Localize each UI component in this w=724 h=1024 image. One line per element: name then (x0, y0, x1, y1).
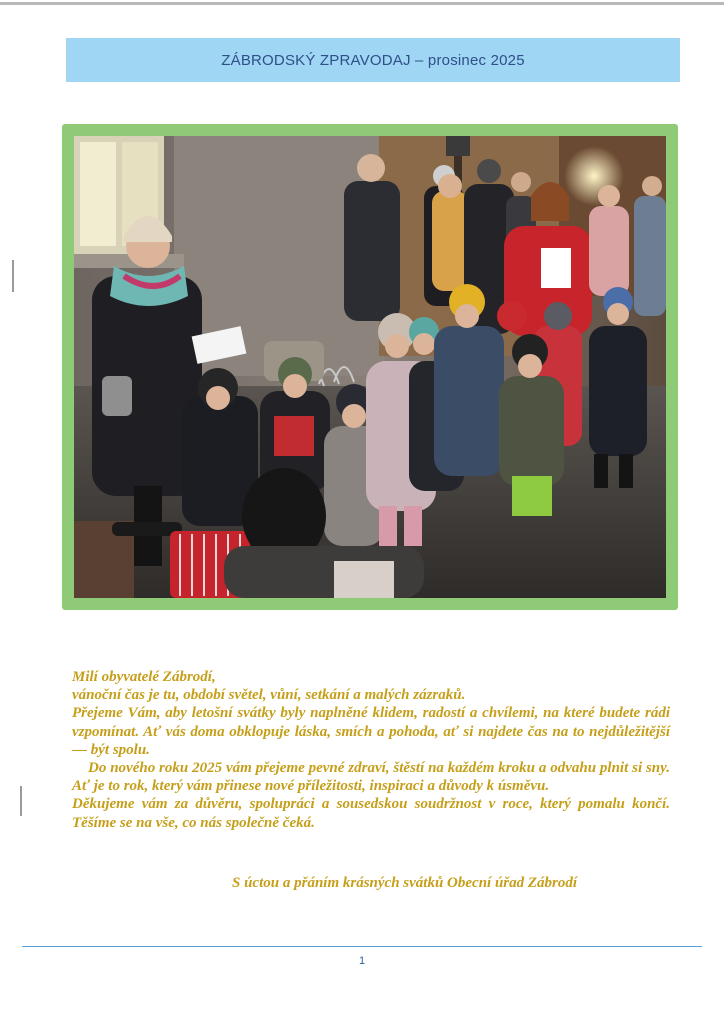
footer-divider (22, 946, 702, 947)
newsletter-title: ZÁBRODSKÝ ZPRAVODAJ – prosinec 2025 (221, 51, 525, 69)
photo-frame (62, 124, 678, 610)
letter-greeting: Milí obyvatelé Zábrodí, (72, 669, 216, 685)
letter-signature: S úctou a přáním krásných svátků Obecní úřad Zábrodí (232, 875, 578, 891)
scan-mark-lower (20, 786, 22, 816)
letter-paragraph: vánoční čas je tu, období světel, vůní, setkání a malých zázraků. (72, 687, 466, 704)
letter-paragraph: Děkujeme vám za důvěru, spolupráci a sousedskou soudržnost v roce, který pomalu končí. Těšíme se na vše, co nás společně čeká. (72, 796, 670, 831)
letter-paragraph: Do nového roku 2025 vám přejeme pevné zdraví, štěstí na každém kroku a odvahu plnit si sny. Ať je to rok, který vám přinese nové příležitosti, inspiraci a důvody k úsměvu. (72, 760, 670, 795)
letter-paragraph: Přejeme Vám, aby letošní svátky byly naplněné klidem, radostí a chvílemi, na které budete rádi vzpomínat. Ať vás doma obklopuje láska, smích a pohoda, ať si najdete čas na to nejdůležitější — být spolu. (72, 705, 670, 758)
newsletter-header (66, 38, 680, 82)
scan-top-border (0, 2, 724, 5)
christmas-letter (72, 668, 670, 832)
page-number: 1 (358, 955, 366, 967)
carol-singing-photo (74, 136, 666, 598)
scan-mark-upper (12, 260, 14, 292)
